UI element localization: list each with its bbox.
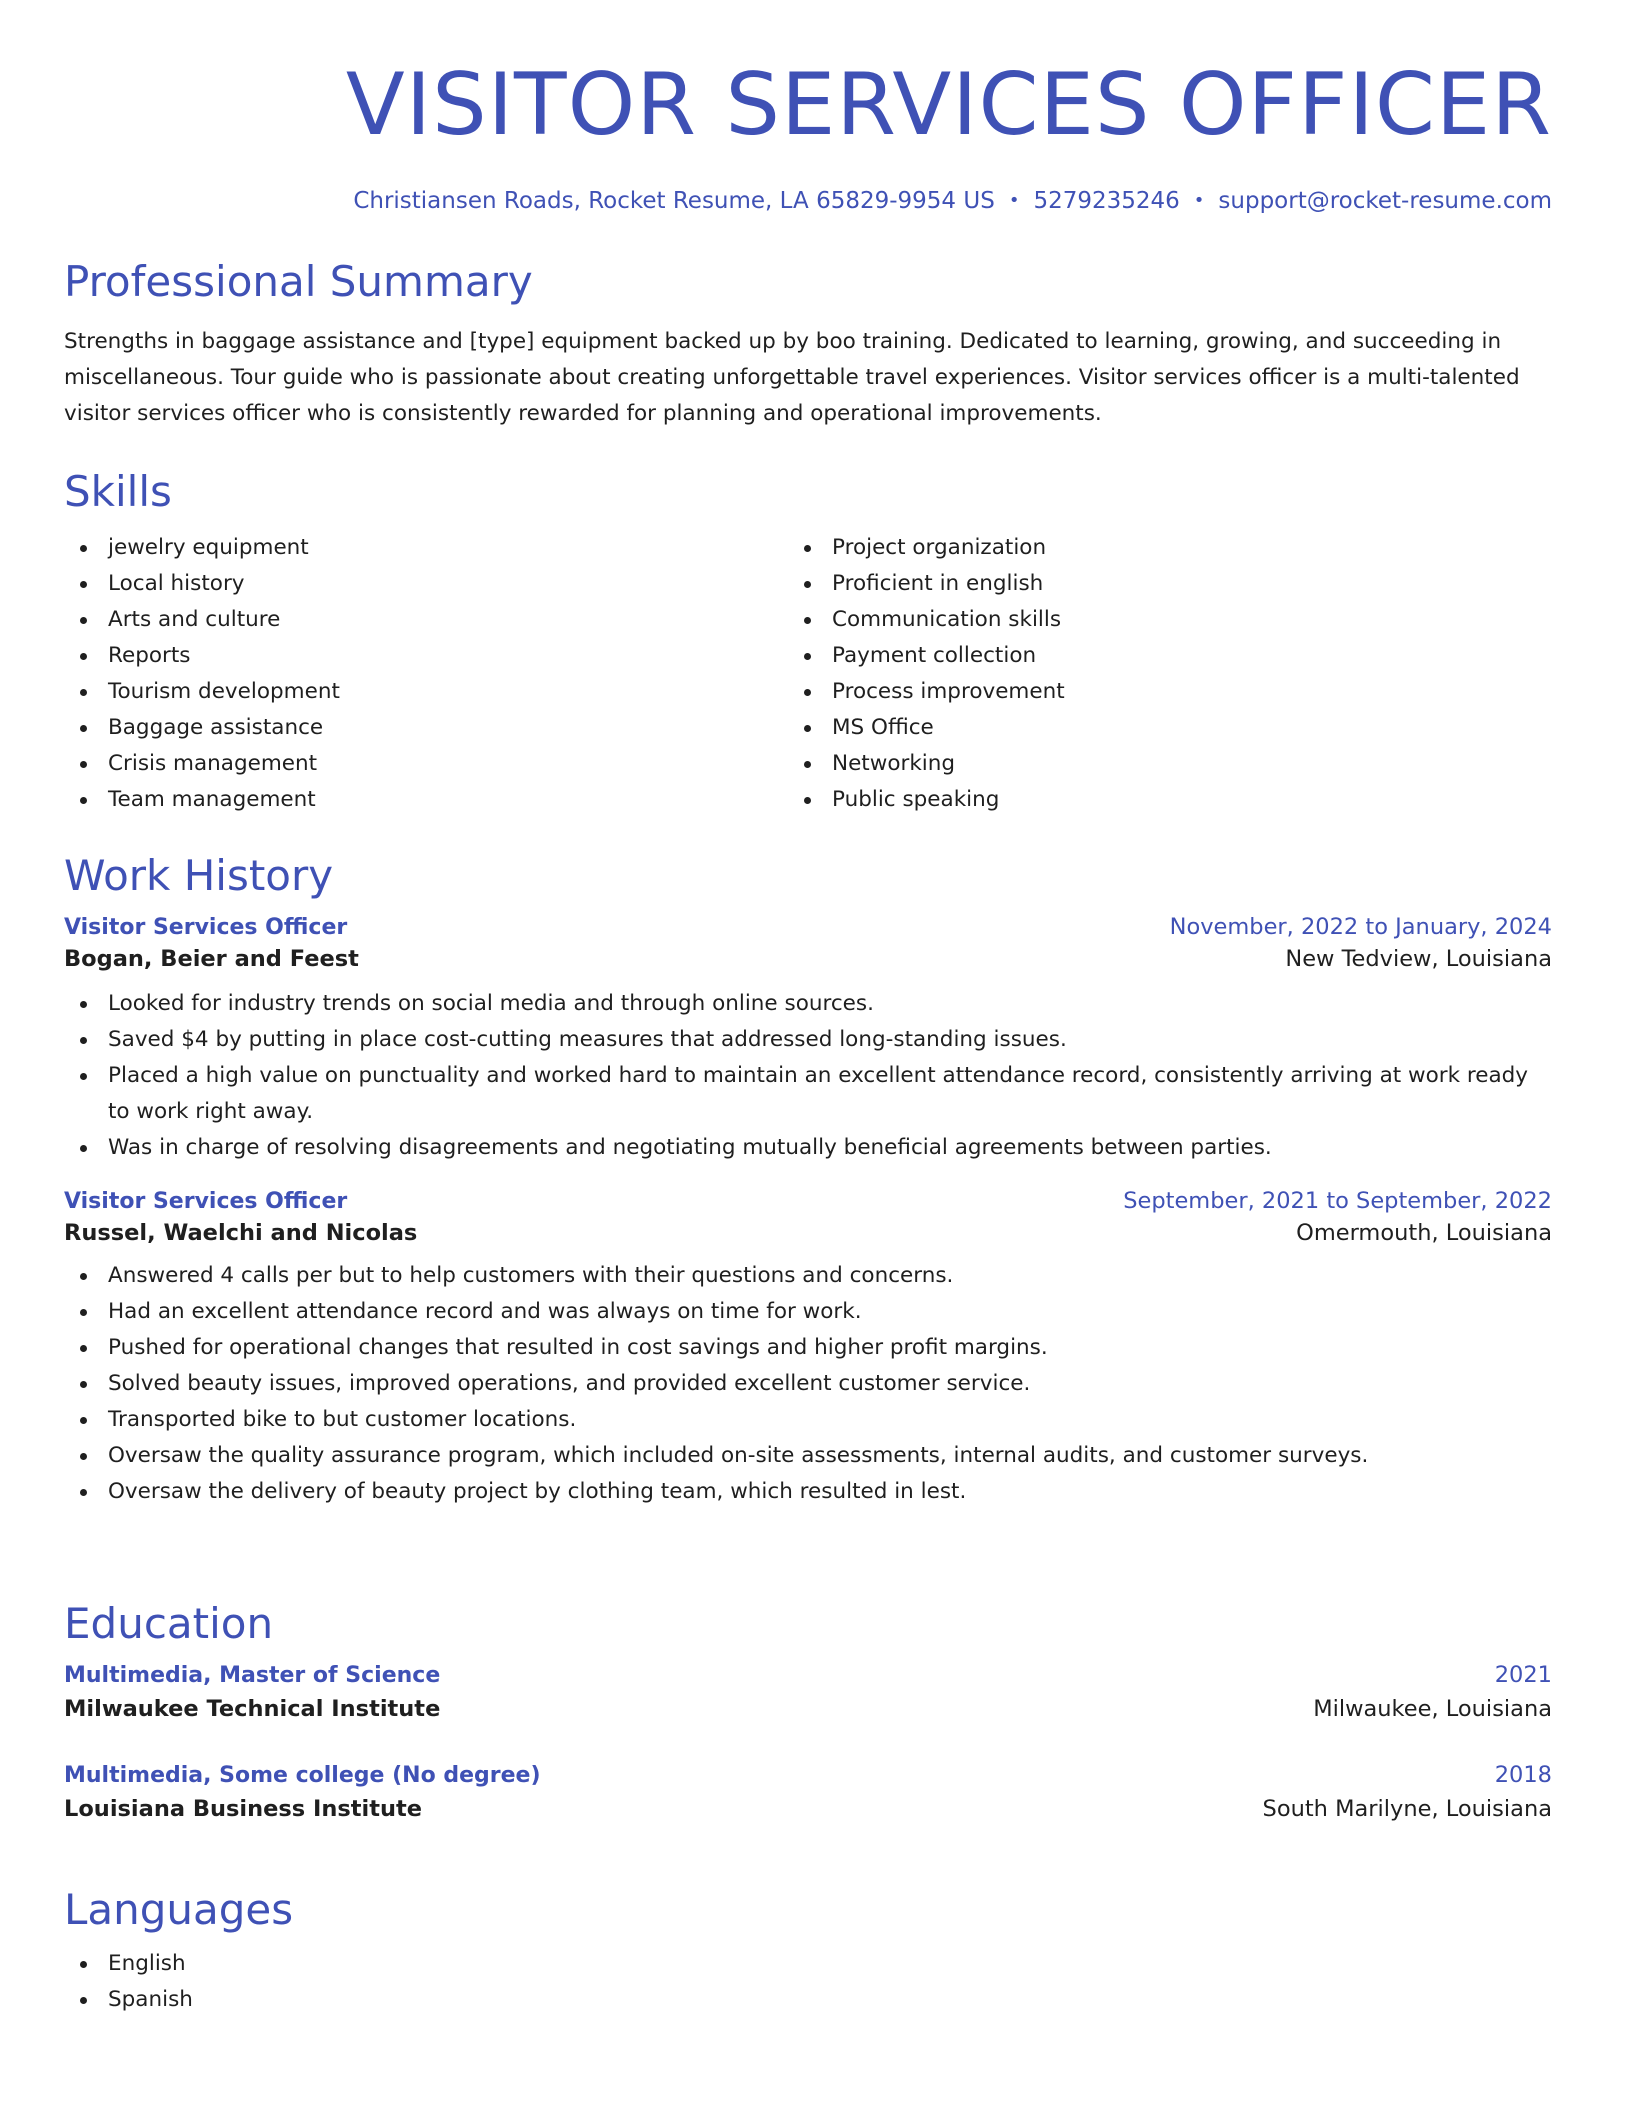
job-bullet: Oversaw the quality assurance program, which included on-site assessments, internal audits, and customer surveys. bbox=[64, 1438, 1552, 1474]
contact-separator: • bbox=[1193, 190, 1205, 211]
job-location: New Tedview, Louisiana bbox=[1285, 946, 1552, 973]
skills-heading: Skills bbox=[64, 467, 172, 516]
job-bullet: Had an excellent attendance record and was always on time for work. bbox=[64, 1294, 1552, 1330]
skill-item: Communication skills bbox=[788, 602, 1552, 638]
job-bullet: Oversaw the delivery of beauty project by clothing team, which resulted in lest. bbox=[64, 1474, 1552, 1510]
skill-item: MS Office bbox=[788, 710, 1552, 746]
language-item: English bbox=[64, 1946, 1552, 1982]
skills-list-left bbox=[64, 530, 808, 818]
job-bullet: Answered 4 calls per but to help customers with their questions and concerns. bbox=[64, 1258, 1552, 1294]
contact-separator: • bbox=[1008, 190, 1020, 211]
summary-section bbox=[64, 258, 1552, 432]
education-entry bbox=[64, 1762, 1552, 1822]
education-header-row bbox=[64, 1762, 1552, 1788]
job-bullet: Solved beauty issues, improved operations, and provided excellent customer service. bbox=[64, 1366, 1552, 1402]
job-org-row bbox=[64, 946, 1552, 972]
languages-section bbox=[64, 1886, 1552, 2018]
education-year: 2018 bbox=[1494, 1762, 1552, 1789]
skills-column-right bbox=[808, 530, 1552, 818]
skill-item: jewelry equipment bbox=[64, 530, 808, 566]
skill-item: Team management bbox=[64, 782, 808, 818]
job-dates: September, 2021 to September, 2022 bbox=[1123, 1188, 1552, 1215]
education-location: South Marilyne, Louisiana bbox=[1262, 1796, 1552, 1823]
job-header-row bbox=[64, 914, 1552, 940]
skill-item: Proficient in english bbox=[788, 566, 1552, 602]
education-school-row bbox=[64, 1796, 1552, 1822]
job-entry bbox=[64, 1188, 1552, 1510]
job-location: Omermouth, Louisiana bbox=[1296, 1220, 1552, 1247]
skills-grid bbox=[64, 530, 1552, 818]
job-bullets bbox=[64, 986, 1552, 1166]
job-dates: November, 2022 to January, 2024 bbox=[1169, 914, 1552, 941]
contact-address: Christiansen Roads, Rocket Resume, LA 65829-9954 US bbox=[353, 188, 995, 214]
job-bullet: Transported bike to but customer locations. bbox=[64, 1402, 1552, 1438]
skill-item: Public speaking bbox=[788, 782, 1552, 818]
job-org-row bbox=[64, 1220, 1552, 1246]
contact-phone: 5279235246 bbox=[1033, 188, 1180, 214]
skill-item: Baggage assistance bbox=[64, 710, 808, 746]
contact-email: support@rocket-resume.com bbox=[1218, 188, 1552, 214]
resume-header bbox=[64, 56, 1552, 214]
job-bullet: Was in charge of resolving disagreements and negotiating mutually beneficial agreements between parties. bbox=[64, 1130, 1552, 1166]
skill-item: Process improvement bbox=[788, 674, 1552, 710]
education-header-row bbox=[64, 1662, 1552, 1688]
skill-item: Project organization bbox=[788, 530, 1552, 566]
job-bullet: Placed a high value on punctuality and worked hard to maintain an excellent attendance record, consistently arriving at work ready to work right away. bbox=[64, 1058, 1552, 1130]
language-item: Spanish bbox=[64, 1982, 1552, 2018]
summary-text: Strengths in baggage assistance and [type] equipment backed up by boo training. Dedicated to learning, growing, and succeeding in miscellaneous. Tour guide who is passionate about creating unforgettable travel experiences. Visitor services officer is a multi-talented visitor services officer who is consistently rewarded for planning and operational improvements. bbox=[64, 329, 1520, 427]
skills-column-left bbox=[64, 530, 808, 818]
job-bullet: Saved $4 by putting in place cost-cutting measures that addressed long-standing issues. bbox=[64, 1022, 1552, 1058]
skills-section bbox=[64, 468, 1552, 818]
education-school: Louisiana Business Institute bbox=[64, 1796, 423, 1823]
job-role: Visitor Services Officer bbox=[64, 1189, 348, 1215]
education-section bbox=[64, 1600, 1552, 1822]
education-school-row bbox=[64, 1696, 1552, 1722]
education-heading: Education bbox=[64, 1599, 274, 1648]
skill-item: Tourism development bbox=[64, 674, 808, 710]
education-degree: Multimedia, Master of Science bbox=[64, 1663, 441, 1689]
job-role: Visitor Services Officer bbox=[64, 915, 348, 941]
skill-item: Local history bbox=[64, 566, 808, 602]
work-history-section bbox=[64, 852, 1552, 1510]
skill-item: Crisis management bbox=[64, 746, 808, 782]
skill-item: Networking bbox=[788, 746, 1552, 782]
education-location: Milwaukee, Louisiana bbox=[1313, 1696, 1552, 1723]
skill-item: Arts and culture bbox=[64, 602, 808, 638]
languages-list bbox=[64, 1946, 1552, 2018]
contact-line bbox=[64, 188, 1552, 214]
job-company: Russel, Waelchi and Nicolas bbox=[64, 1220, 418, 1247]
skills-list-right bbox=[788, 530, 1552, 818]
job-bullet: Pushed for operational changes that resulted in cost savings and higher profit margins. bbox=[64, 1330, 1552, 1366]
work-history-heading: Work History bbox=[64, 851, 334, 900]
job-bullets bbox=[64, 1258, 1552, 1510]
job-header-row bbox=[64, 1188, 1552, 1214]
job-entry bbox=[64, 914, 1552, 1166]
education-year: 2021 bbox=[1494, 1662, 1552, 1689]
summary-heading: Professional Summary bbox=[64, 257, 533, 306]
job-company: Bogan, Beier and Feest bbox=[64, 946, 359, 973]
education-degree: Multimedia, Some college (No degree) bbox=[64, 1763, 541, 1789]
skill-item: Payment collection bbox=[788, 638, 1552, 674]
education-entry bbox=[64, 1662, 1552, 1722]
languages-heading: Languages bbox=[64, 1885, 294, 1934]
job-bullet: Looked for industry trends on social media and through online sources. bbox=[64, 986, 1552, 1022]
resume-title: VISITOR SERVICES OFFICER bbox=[345, 55, 1552, 155]
education-school: Milwaukee Technical Institute bbox=[64, 1696, 441, 1723]
skill-item: Reports bbox=[64, 638, 808, 674]
